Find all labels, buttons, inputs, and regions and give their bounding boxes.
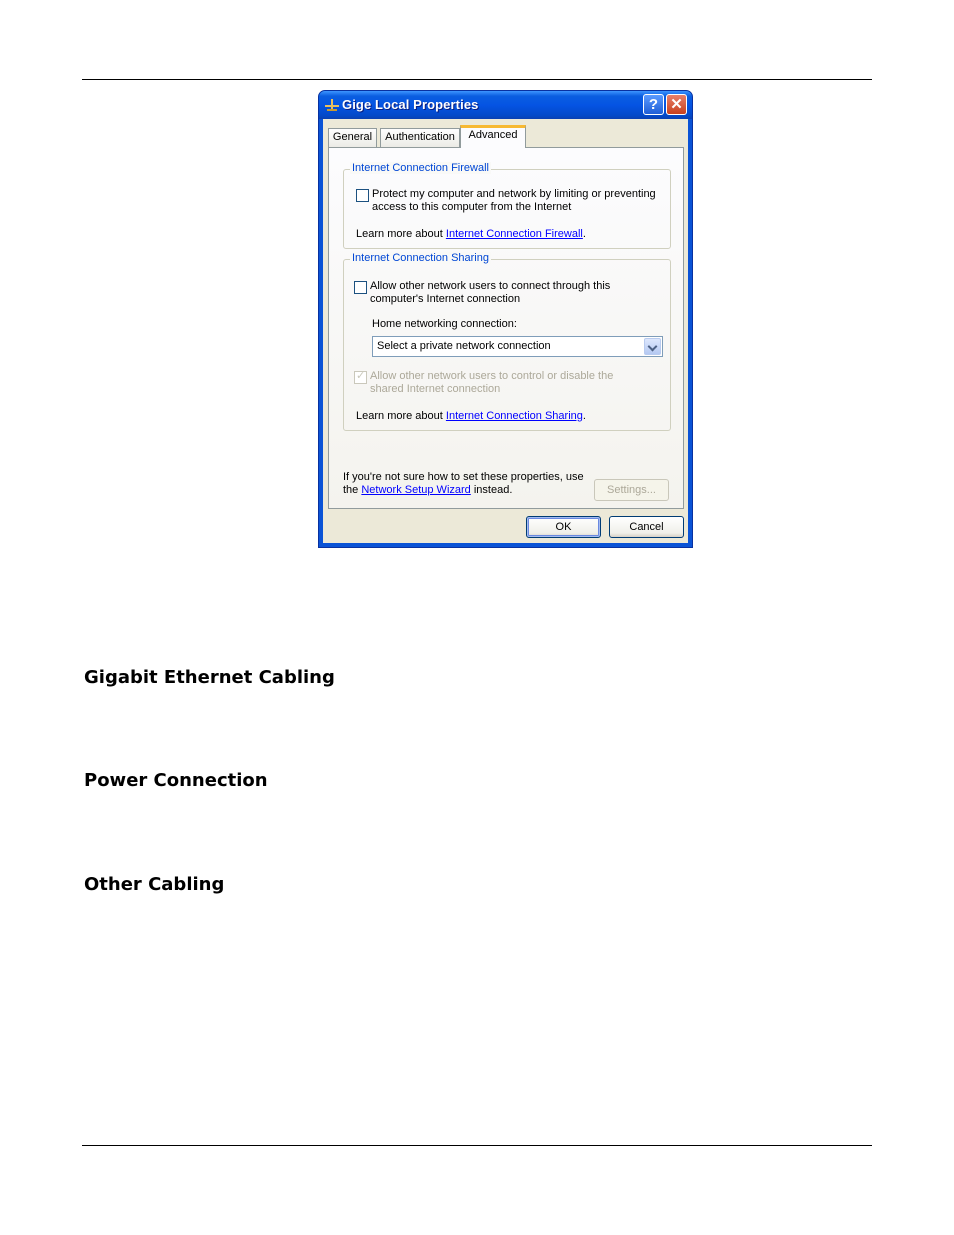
firewall-link[interactable]: Internet Connection Firewall [445, 228, 583, 240]
chevron-down-icon[interactable] [644, 338, 661, 355]
firewall-learn-prefix: Learn more about [356, 228, 446, 240]
allow-control-label-2: shared Internet connection [370, 383, 501, 395]
network-setup-wizard-link[interactable]: Network Setup Wizard [361, 484, 471, 496]
allow-control-label-1: Allow other network users to control or disable the [370, 370, 614, 382]
advanced-panel [328, 147, 684, 509]
title-bar[interactable] [319, 91, 692, 119]
sharing-link[interactable]: Internet Connection Sharing [445, 410, 583, 422]
home-network-label: Home networking connection: [372, 318, 517, 330]
firewall-group [343, 162, 671, 249]
sharing-learn-more [356, 410, 586, 422]
heading-other-cabling: Other Cabling [84, 874, 225, 895]
firewall-group-title: Internet Connection Firewall [352, 162, 489, 174]
firewall-checkbox[interactable] [356, 189, 369, 202]
sharing-group [343, 252, 671, 431]
tab-general[interactable]: General [328, 128, 377, 147]
bottom-rule [82, 1145, 872, 1146]
allow-sharing-label-1: Allow other network users to connect through this [370, 280, 611, 292]
sharing-learn-prefix: Learn more about [356, 410, 446, 422]
help-text-line-1: If you're not sure how to set these properties, use [343, 471, 584, 483]
firewall-learn-more [356, 228, 586, 240]
sharing-group-title: Internet Connection Sharing [352, 252, 489, 264]
allow-control-checkbox[interactable] [354, 371, 367, 384]
settings-button[interactable]: Settings... [594, 479, 669, 501]
tab-authentication[interactable]: Authentication [380, 128, 460, 147]
heading-gigabit-ethernet-cabling: Gigabit Ethernet Cabling [84, 667, 335, 688]
home-network-select[interactable] [372, 336, 663, 357]
tab-advanced[interactable]: Advanced [460, 125, 526, 148]
help-text-prefix: the [343, 484, 362, 496]
cancel-button[interactable]: Cancel [609, 516, 684, 538]
heading-power-connection: Power Connection [84, 770, 268, 791]
sharing-learn-suffix: . [582, 410, 586, 422]
firewall-checkbox-label-1: Protect my computer and network by limiting or preventing [372, 188, 656, 200]
allow-sharing-checkbox[interactable] [354, 281, 367, 294]
firewall-learn-suffix: . [582, 228, 586, 240]
dialog-client [323, 119, 688, 543]
network-connection-icon [324, 97, 340, 113]
close-button[interactable]: ✕ [666, 94, 687, 115]
home-network-select-value: Select a private network connection [377, 340, 551, 352]
help-button[interactable]: ? [643, 94, 664, 115]
help-text-line-2 [343, 484, 512, 496]
properties-dialog [318, 90, 693, 548]
ok-button[interactable]: OK [526, 516, 601, 538]
dialog-title: Gige Local Properties [342, 97, 479, 112]
allow-sharing-label-2: computer's Internet connection [370, 293, 521, 305]
firewall-checkbox-label-2: access to this computer from the Internet [372, 201, 572, 213]
top-rule [82, 79, 872, 80]
help-text-suffix: instead. [470, 484, 513, 496]
